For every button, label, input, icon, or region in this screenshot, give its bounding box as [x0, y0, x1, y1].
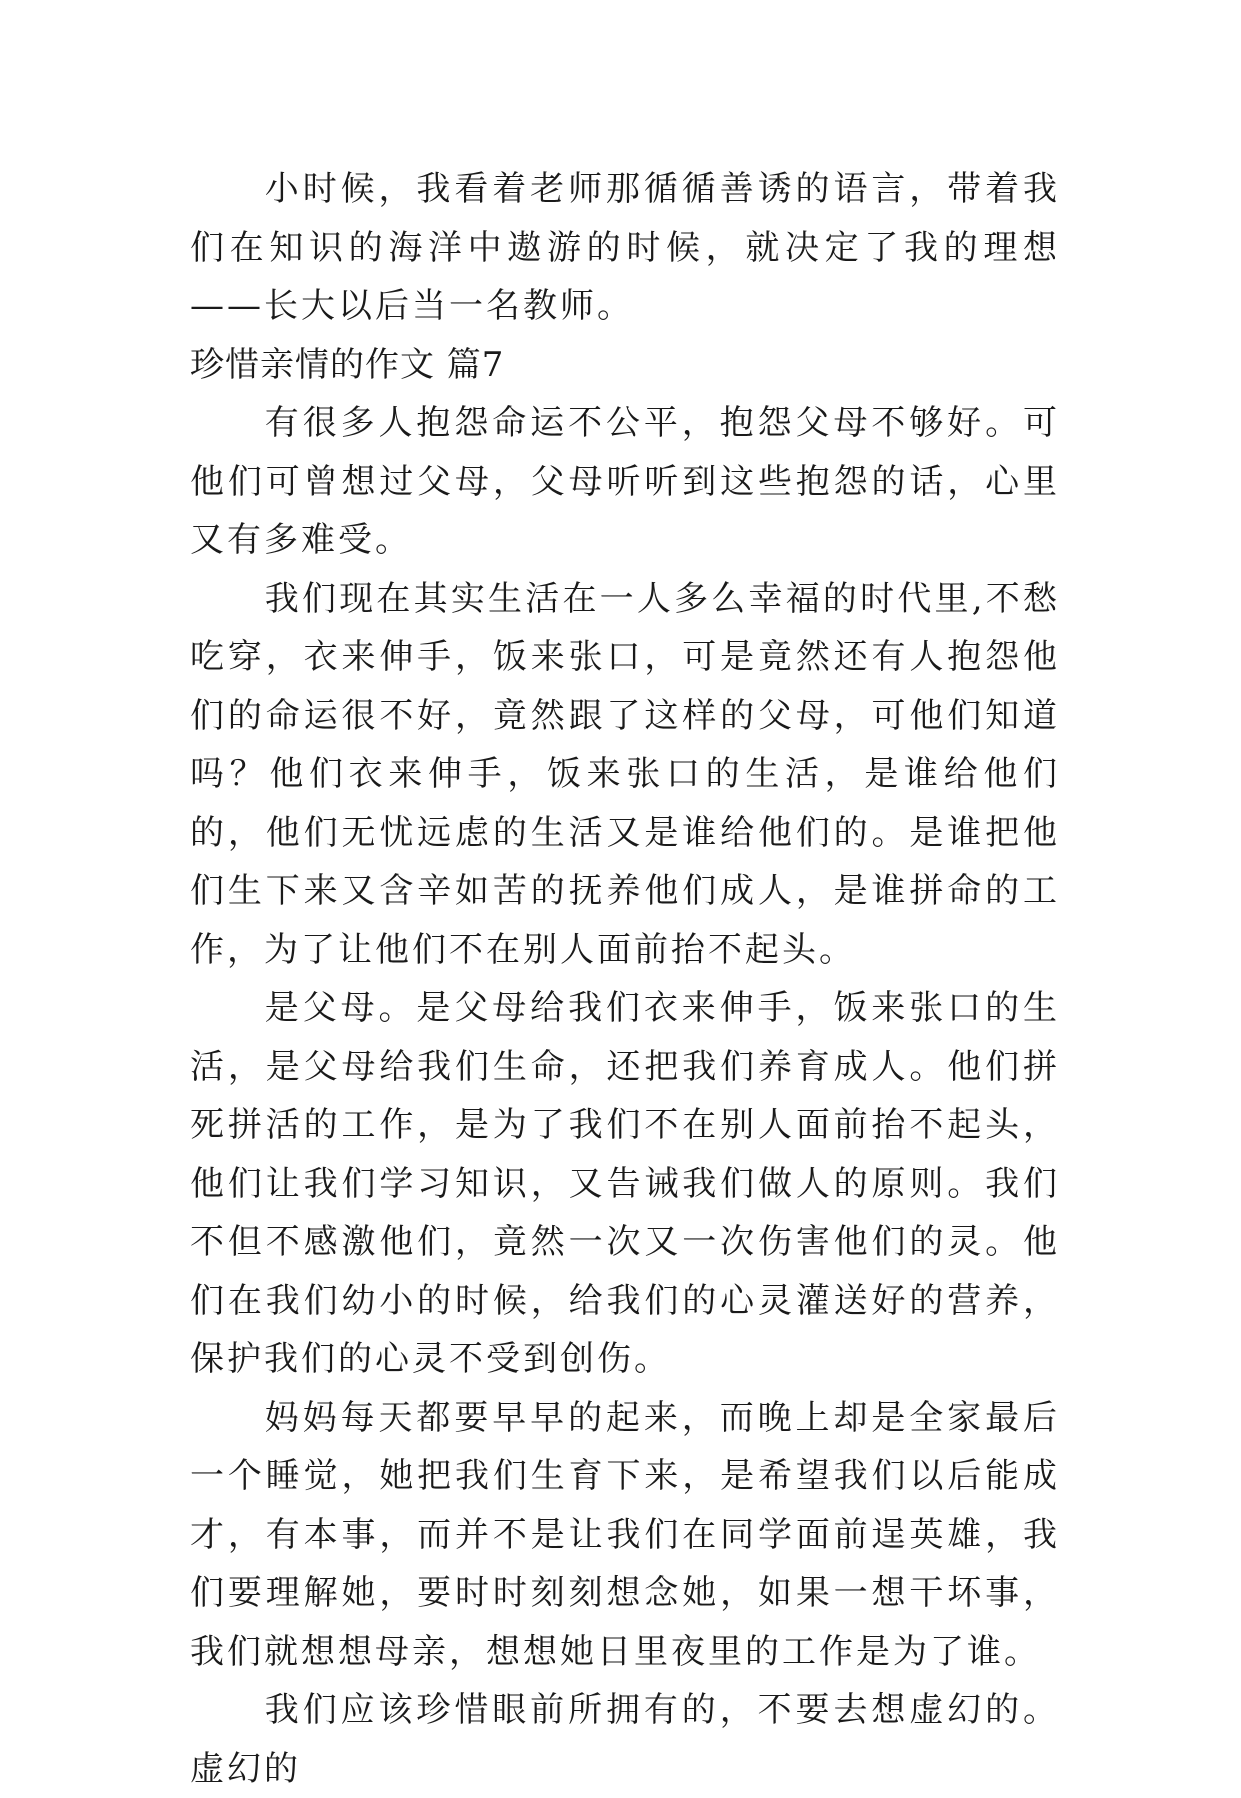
document-page: [190, 160, 1060, 1798]
paragraph: 我们现在其实生活在一人多么幸福的时代里,不愁吃穿，衣来伸手，饭来张口，可是竟然还有人抱怨他们的命运很不好，竟然跟了这样的父母，可他们知道吗？他们衣来伸手，饭来张口的生活，是谁给他们的，他们无忧远虑的生活又是谁给他们的。是谁把他们生下来又含辛如苦的抚养他们成人，是谁拼命的工作，为了让他们不在别人面前抬不起头。: [190, 578, 1060, 970]
paragraph: 是父母。是父母给我们衣来伸手，饭来张口的生活，是父母给我们生命，还把我们养育成人。他们拼死拼活的工作，是为了我们不在别人面前抬不起头，他们让我们学习知识，又告诫我们做人的原则。我们不但不感激他们，竟然一次又一次伤害他们的灵。他们在我们幼小的时候，给我们的心灵灌送好的营养，保护我们的心灵不受到创伤。: [190, 988, 1060, 1379]
paragraph: 我们应该珍惜眼前所拥有的，不要去想虚幻的。虚幻的: [190, 1690, 1060, 1789]
section-heading: 珍惜亲情的作文 篇7: [190, 344, 505, 385]
paragraph: 妈妈每天都要早早的起来，而晚上却是全家最后一个睡觉，她把我们生育下来，是希望我们以后能成才，有本事，而并不是让我们在同学面前逞英雄，我们要理解她，要时时刻刻想念她，如果一想干坏事，我们就想想母亲，想想她日里夜里的工作是为了谁。: [190, 1397, 1060, 1672]
paragraph: 有很多人抱怨命运不公平，抱怨父母不够好。可他们可曾想过父母，父母听听到这些抱怨的话，心里又有多难受。: [190, 403, 1060, 560]
paragraph: 小时候，我看着老师那循循善诱的语言，带着我们在知识的海洋中遨游的时候，就决定了我的理想——长大以后当一名教师。: [190, 169, 1060, 326]
